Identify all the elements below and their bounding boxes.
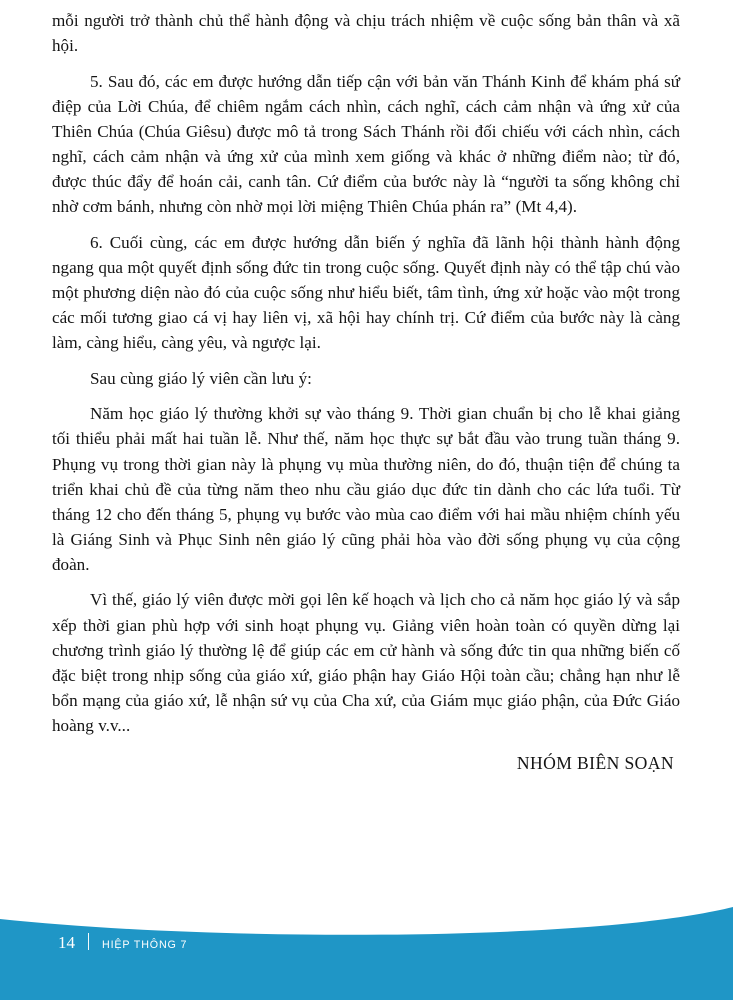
page-body-text (52, 8, 680, 776)
page-footer (0, 890, 733, 1000)
paragraph-continued: mỗi người trở thành chủ thể hành động và chịu trách nhiệm về cuộc sống bản thân và xã hội. (52, 11, 680, 56)
footer-page-number: 14 (58, 933, 75, 952)
paragraph-note-intro: Sau cùng giáo lý viên cần lưu ý: (90, 368, 312, 388)
footer-page-label (58, 931, 193, 952)
footer-separator-bar (88, 933, 89, 950)
footer-book-title: HIỆP THÔNG 7 (102, 939, 188, 951)
paragraph-item-5: 5. Sau đó, các em được hướng dẫn tiếp cận với bản văn Thánh Kinh để khám phá sứ điệp của Lời Chúa, để chiêm ngắm cách nhìn, cách nghĩ, cách cảm nhận và ứng xử của Thiên Chúa (Chúa Giêsu) được mô tả trong Sách Thánh rồi đối chiếu với cách nhìn, cách nghĩ, cách cảm nhận và ứng xử của mình xem giống và khác ở những điểm nào; từ đó, được thúc đẩy để hoán cải, canh tân. Cứ điểm của bước này là “người ta sống không chỉ nhờ cơm bánh, nhưng còn nhờ mọi lời miệng Thiên Chúa phán ra” (Mt 4,4). (52, 71, 680, 217)
paragraph-planning: Vì thế, giáo lý viên được mời gọi lên kế hoạch và lịch cho cả năm học giáo lý và sắp xếp thời gian phù hợp với sinh hoạt phụng vụ. Giảng viên hoàn toàn có quyền dừng lại chương trình giáo lý thường lệ để giúp các em cử hành và sống đức tin qua những biến cố đặc biệt trong nhịp sống của giáo xứ, giáo phận hay Giáo Hội toàn cầu; chẳng hạn như lễ bổn mạng của giáo xứ, lễ nhận sứ vụ của Cha xứ, của Giám mục giáo phận, của Đức Giáo hoàng v.v... (52, 590, 680, 735)
paragraph-item-6: 6. Cuối cùng, các em được hướng dẫn biến ý nghĩa đã lãnh hội thành hành động ngang qua một quyết định sống đức tin trong cuộc sống. Quyết định này có thể tập chú vào một phương diện nào đó của cuộc sống như hiểu biết, tâm tình, ứng xử hoặc vào một trong các mối tương giao cá vị hay liên vị, xã hội hay chính trị. Cứ điểm của bước này là càng làm, càng hiểu, càng yêu, và ngược lại. (52, 232, 680, 353)
paragraph-school-year: Năm học giáo lý thường khởi sự vào tháng 9. Thời gian chuẩn bị cho lễ khai giảng tối thiểu phải mất hai tuần lễ. Như thế, năm học thực sự bắt đầu vào trung tuần tháng 9. Phụng vụ trong thời gian này là phụng vụ mùa thường niên, do đó, thuận tiện để chúng ta triển khai chủ đề của từng năm theo nhu cầu giáo dục đức tin dành cho các lứa tuổi. Từ tháng 12 cho đến tháng 5, phụng vụ bước vào mùa cao điểm với hai mầu nhiệm chính yếu là Giáng Sinh và Phục Sinh nên giáo lý cũng phải hòa vào đời sống phụng vụ của cộng đoàn. (52, 404, 680, 574)
author-signature: NHÓM BIÊN SOẠN (516, 753, 674, 774)
